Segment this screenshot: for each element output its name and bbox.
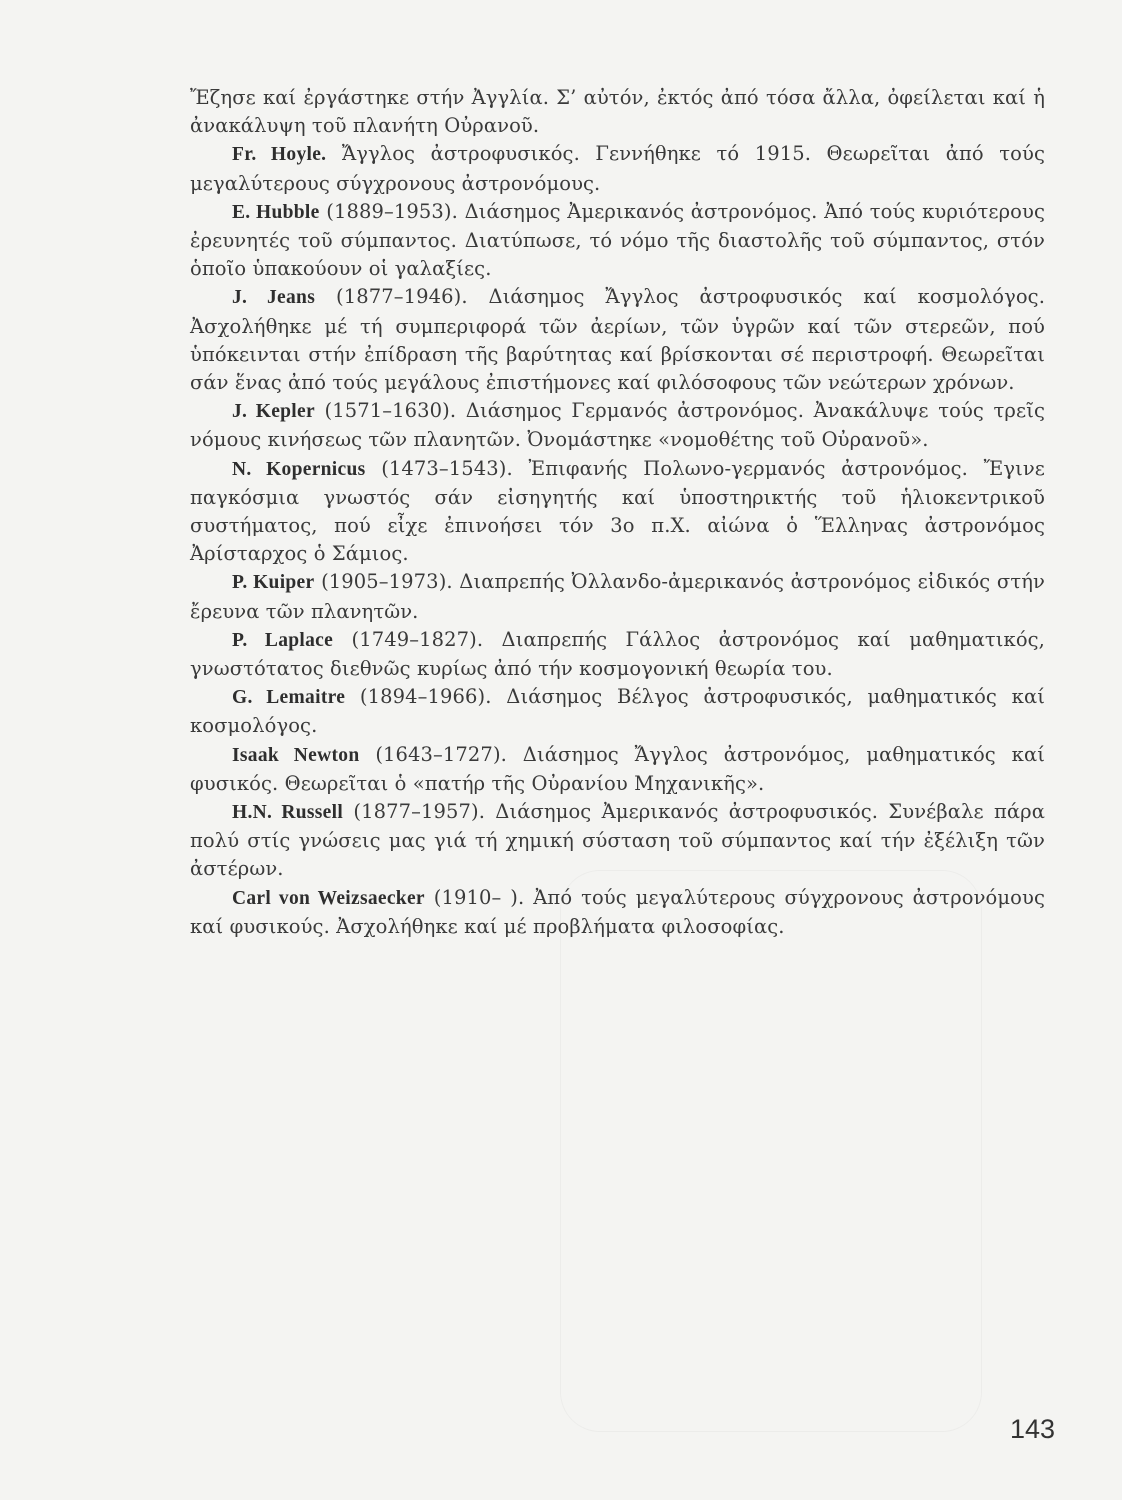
entry-text: (1894–1966). Διάσημος Βέλγος ἀστροφυσικός, μαθηματικός καί κοσμολόγος. bbox=[190, 685, 1045, 738]
entry-hubble bbox=[190, 198, 1045, 284]
entry-name: G. Lemaitre bbox=[232, 687, 346, 709]
entry-text: (1877–1957). Διάσημος Ἀμερικανός ἀστροφυσικός. Συνέβαλε πάρα πολύ στίς γνώσεις μας γιά τή χημική σύσταση τοῦ σύμπαντος καί τήν ἐξέλιξη τῶν ἀστέρων. bbox=[190, 800, 1045, 881]
entry-newton bbox=[190, 741, 1045, 798]
entry-lemaitre bbox=[190, 683, 1045, 740]
entry-herschel-continuation bbox=[190, 84, 1045, 140]
entry-hoyle bbox=[190, 140, 1045, 197]
entry-name: P. Kuiper bbox=[232, 572, 315, 594]
entry-text: (1571–1630). Διάσημος Γερμανός ἀστρονόμος. Ἀνακάλυψε τούς τρεῖς νόμους κινήσεως τῶν πλανητῶν. Ὀνομάστηκε «νομοθέτης τοῦ Οὐρανοῦ». bbox=[190, 399, 1045, 452]
entry-name: Fr. Hoyle. bbox=[232, 144, 327, 166]
entry-name: J. Jeans bbox=[232, 287, 316, 309]
entry-text: (1643–1727). Διάσημος Ἄγγλος ἀστρονόμος, μαθηματικός καί φυσικός. Θεωρεῖται ὁ «πατήρ τῆς Οὐρανίου Μηχανικῆς». bbox=[190, 742, 1045, 795]
entry-name: Carl von Weizsaecker bbox=[232, 887, 425, 909]
entry-text: Ἄγγλος ἀστροφυσικός. Γεννήθηκε τό 1915. Θεωρεῖται ἀπό τούς μεγαλύτερους σύγχρονους ἀστρονόμους. bbox=[190, 142, 1045, 195]
entry-kepler bbox=[190, 397, 1045, 454]
entry-text: Ἔζησε καί ἐργάστηκε στήν Ἀγγλία. Σ’ αὐτόν, ἐκτός ἀπό τόσα ἄλλα, ὀφείλεται καί ἡ ἀνακάλυψη τοῦ πλανήτη Οὐρανοῦ. bbox=[190, 86, 1045, 138]
entry-name: J. Kepler bbox=[232, 401, 315, 423]
faint-star-map-background bbox=[560, 870, 982, 1432]
page-number: 143 bbox=[1010, 1414, 1056, 1444]
entry-name: E. Hubble bbox=[232, 201, 320, 223]
entry-name: Isaak Newton bbox=[232, 744, 360, 766]
entry-weizsaecker bbox=[190, 884, 1045, 941]
entry-name: P. Laplace bbox=[232, 629, 334, 651]
entry-jeans bbox=[190, 283, 1045, 397]
entry-laplace bbox=[190, 626, 1045, 683]
entry-name: H.N. Russell bbox=[232, 802, 344, 824]
entry-text: (1905–1973). Διαπρεπής Ὀλλανδο-ἀμερικανός ἀστρονόμος εἰδικός στήν ἔρευνα τῶν πλανητῶν. bbox=[190, 570, 1045, 623]
entry-name: N. Kopernicus bbox=[232, 458, 366, 480]
entry-russell bbox=[190, 798, 1045, 884]
entry-kopernicus bbox=[190, 455, 1045, 569]
entry-text: (1889–1953). Διάσημος Ἀμερικανός ἀστρονόμος. Ἀπό τούς κυριότερους ἐρευνητές τοῦ σύμπαντος. Διατύπωσε, τό νόμο τῆς διαστολῆς τοῦ σύμπαντος, στόν ὁποῖο ὑπακούουν οἱ γαλαξίες. bbox=[190, 199, 1045, 281]
entry-kuiper bbox=[190, 568, 1045, 625]
entry-text: (1910– ). Ἀπό τούς μεγαλύτερους σύγχρονους ἀστρονόμους καί φυσικούς. Ἀσχολήθηκε καί μέ προβλήματα φιλοσοφίας. bbox=[190, 885, 1045, 938]
entry-text: (1473–1543). Ἐπιφανής Πολωνο-γερμανός ἀστρονόμος. Ἔγινε παγκόσμια γνωστός σάν εἰσηγητής καί ὑποστηρικτής τοῦ ἡλιοκεντρικοῦ συστήματος, πού εἶχε ἐπινοήσει τόν 3ο π.Χ. αἰώνα ὁ Ἕλληνας ἀστρονόμος Ἀρίσταρχος ὁ Σάμιος. bbox=[190, 456, 1045, 566]
entry-text: (1877–1946). Διάσημος Ἄγγλος ἀστροφυσικός καί κοσμολόγος. Ἀσχολήθηκε μέ τή συμπεριφορά τῶν ἀερίων, τῶν ὑγρῶν καί τῶν στερεῶν, πού ὑπόκεινται στήν ἐπίδραση τῆς βαρύτητας καί βρίσκονται σέ περιστροφή. Θεωρεῖται σάν ἕνας ἀπό τούς μεγάλους ἐπιστήμονες καί φιλόσοφους τῶν νεώτερων χρόνων. bbox=[190, 285, 1045, 395]
entry-text: (1749–1827). Διαπρεπής Γάλλος ἀστρονόμος καί μαθηματικός, γνωστότατος διεθνῶς κυρίως ἀπό τήν κοσμογονική θεωρία του. bbox=[190, 627, 1045, 681]
glossary-text bbox=[190, 84, 1045, 941]
